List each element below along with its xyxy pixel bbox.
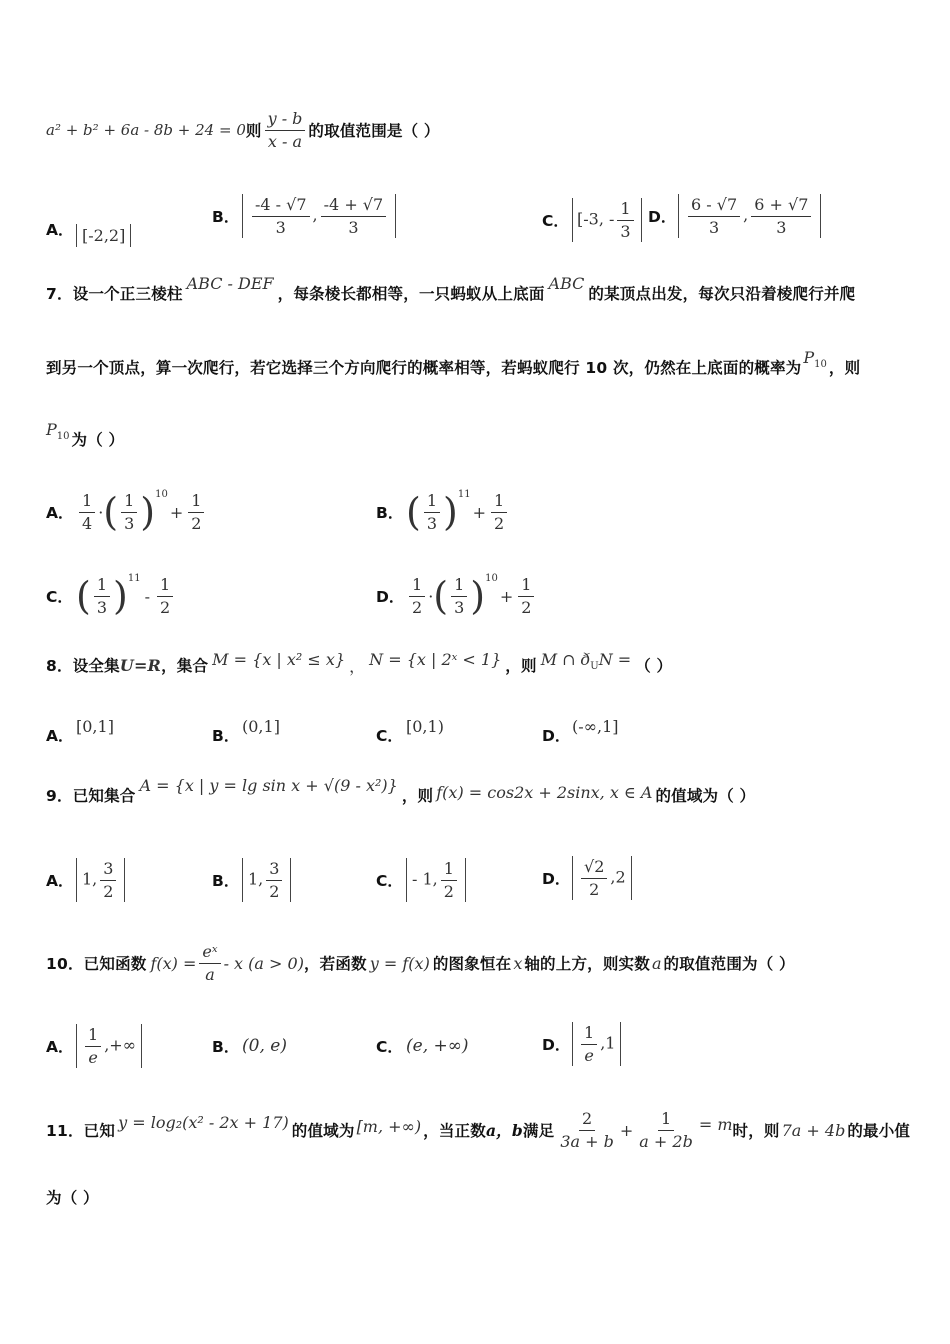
q10-option-a[interactable]: A． $\frac{1}{e}$ ,+∞: [46, 1018, 142, 1074]
q11-func: y = log₂(x² - 2x + 17): [118, 1112, 289, 1132]
q8-set-m: M = {x | x² ≤ x}: [212, 649, 346, 669]
q9-option-d[interactable]: D． $\frac{√2}{2}$ ,2: [542, 848, 632, 908]
q10-option-d[interactable]: D． $\frac{1}{e}$ ,1: [542, 1014, 621, 1074]
q8-option-d[interactable]: D． (-∞,1]: [542, 716, 619, 745]
q6-option-c[interactable]: C． [-3, - $\frac{1}{3}$: [542, 190, 642, 250]
q7-option-b[interactable]: B． ( $\frac{1}{3}$ ) 11 + $\frac{1}{2}$: [376, 482, 510, 542]
q6-option-b-value: $\frac{-4 - √7}{3}$ , $\frac{-4 + √7}{3}$: [242, 194, 396, 238]
q6-option-d-value: $\frac{6 - √7}{3}$ , $\frac{6 + √7}{3}$: [678, 194, 821, 238]
q8-expr: M ∩ $ð_UN$ =: [540, 649, 632, 673]
q7-line3: $P_{10}$ 为（ ）: [46, 419, 125, 449]
q9-func: f(x) = cos2x + 2sinx, x ∈ A: [436, 782, 653, 802]
q9-option-c[interactable]: C． - 1, $\frac{1}{2}$: [376, 852, 466, 908]
q6-fraction: $\frac{y - b}{x - a}$: [265, 110, 306, 150]
q7-base: ABC: [548, 273, 585, 293]
q9-stem: 9． 已知集合 A = {x | y = lg sin x + √(9 - x²)} ，则 f(x) = cos2x + 2sinx, x ∈ A 的值域为（ ）: [46, 775, 756, 805]
q6-option-b[interactable]: B． $\frac{-4 - √7}{3}$ , $\frac{-4 + √7}{3}$: [212, 186, 396, 246]
q6-option-a[interactable]: A． [-2,2]: [46, 204, 131, 254]
q6-ze: 则: [245, 122, 262, 140]
q7-prism: ABC - DEF: [186, 273, 274, 293]
q11-line2: 为（ ）: [46, 1189, 99, 1207]
q9-set-a: A = {x | y = lg sin x + √(9 - x²)}: [139, 775, 398, 795]
q7-option-d[interactable]: D． $\frac{1}{2}$ · ( $\frac{1}{3}$ ) 10 + $\frac{1}{2}$: [376, 566, 537, 626]
q7-option-c[interactable]: C． ( $\frac{1}{3}$ ) 11 - $\frac{1}{2}$: [46, 566, 176, 626]
q6-option-c-value: [-3, - $\frac{1}{3}$: [572, 198, 642, 242]
q10-stem: 10． 已知函数 f(x) = $\frac{\text{eˣ}}{a}$ - x (a > 0) ，若函数 y = f(x) 的图象恒在 x 轴的上方，则实数 a 的取值范围为（ ）: [46, 941, 795, 984]
q7-p10: $P_{10}$: [803, 347, 827, 371]
q8-set-n: N = {x | 2ˣ < 1}: [369, 649, 502, 669]
q6-stem: [46, 100, 910, 160]
q6-option-a-value: [-2,2]: [76, 224, 131, 247]
q6-condition: a² + b² + 6a - 8b + 24 = 0: [46, 121, 246, 139]
q11-stem: 11． 已知 y = log₂(x² - 2x + 17) 的值域为 [m, +∞) ，当正数 a，b 满足 $\frac{2}{3a + b}$ + $\frac{1}{a + 2b}$ = m 时，则 7a + 4b 的最小值: [46, 1108, 911, 1151]
q6-option-d[interactable]: D． $\frac{6 - √7}{3}$ , $\frac{6 + √7}{3}$: [648, 186, 821, 246]
q9-option-a[interactable]: A． 1, $\frac{3}{2}$: [46, 852, 125, 908]
q8-option-a[interactable]: A． [0,1]: [46, 716, 114, 745]
q7-line1: 7． 设一个正三棱柱 ABC - DEF ，每条棱长都相等，一只蚂蚁从上底面 ABC 的某顶点出发，每次只沿着棱爬行并爬: [46, 273, 856, 303]
q7-line2: 到另一个顶点，算一次爬行，若它选择三个方向爬行的概率相等，若蚂蚁爬行 10 次，仍然在上底面的概率为 $P_{10}$ ，则: [46, 347, 861, 377]
q7-option-a[interactable]: A． $\frac{1}{4}$ · ( $\frac{1}{3}$ ) 10 + $\frac{1}{2}$: [46, 482, 207, 542]
q9-option-b[interactable]: B． 1, $\frac{3}{2}$: [212, 852, 291, 908]
q8-stem: 8． 设全集 U=R ，集合 M = {x | x² ≤ x} ， N = {x | 2ˣ < 1} ，则 M ∩ $ð_UN$ = （ ）: [46, 649, 673, 676]
q6-question: 的取值范围是（ ）: [308, 122, 440, 140]
q8-option-c[interactable]: C． [0,1): [376, 716, 444, 745]
q10-option-c[interactable]: C． (e, +∞): [376, 1036, 469, 1056]
q7-p10-b: $P_{10}$: [46, 419, 70, 443]
q8-option-b[interactable]: B． (0,1]: [212, 716, 280, 745]
q10-option-b[interactable]: B． (0, e): [212, 1036, 287, 1056]
